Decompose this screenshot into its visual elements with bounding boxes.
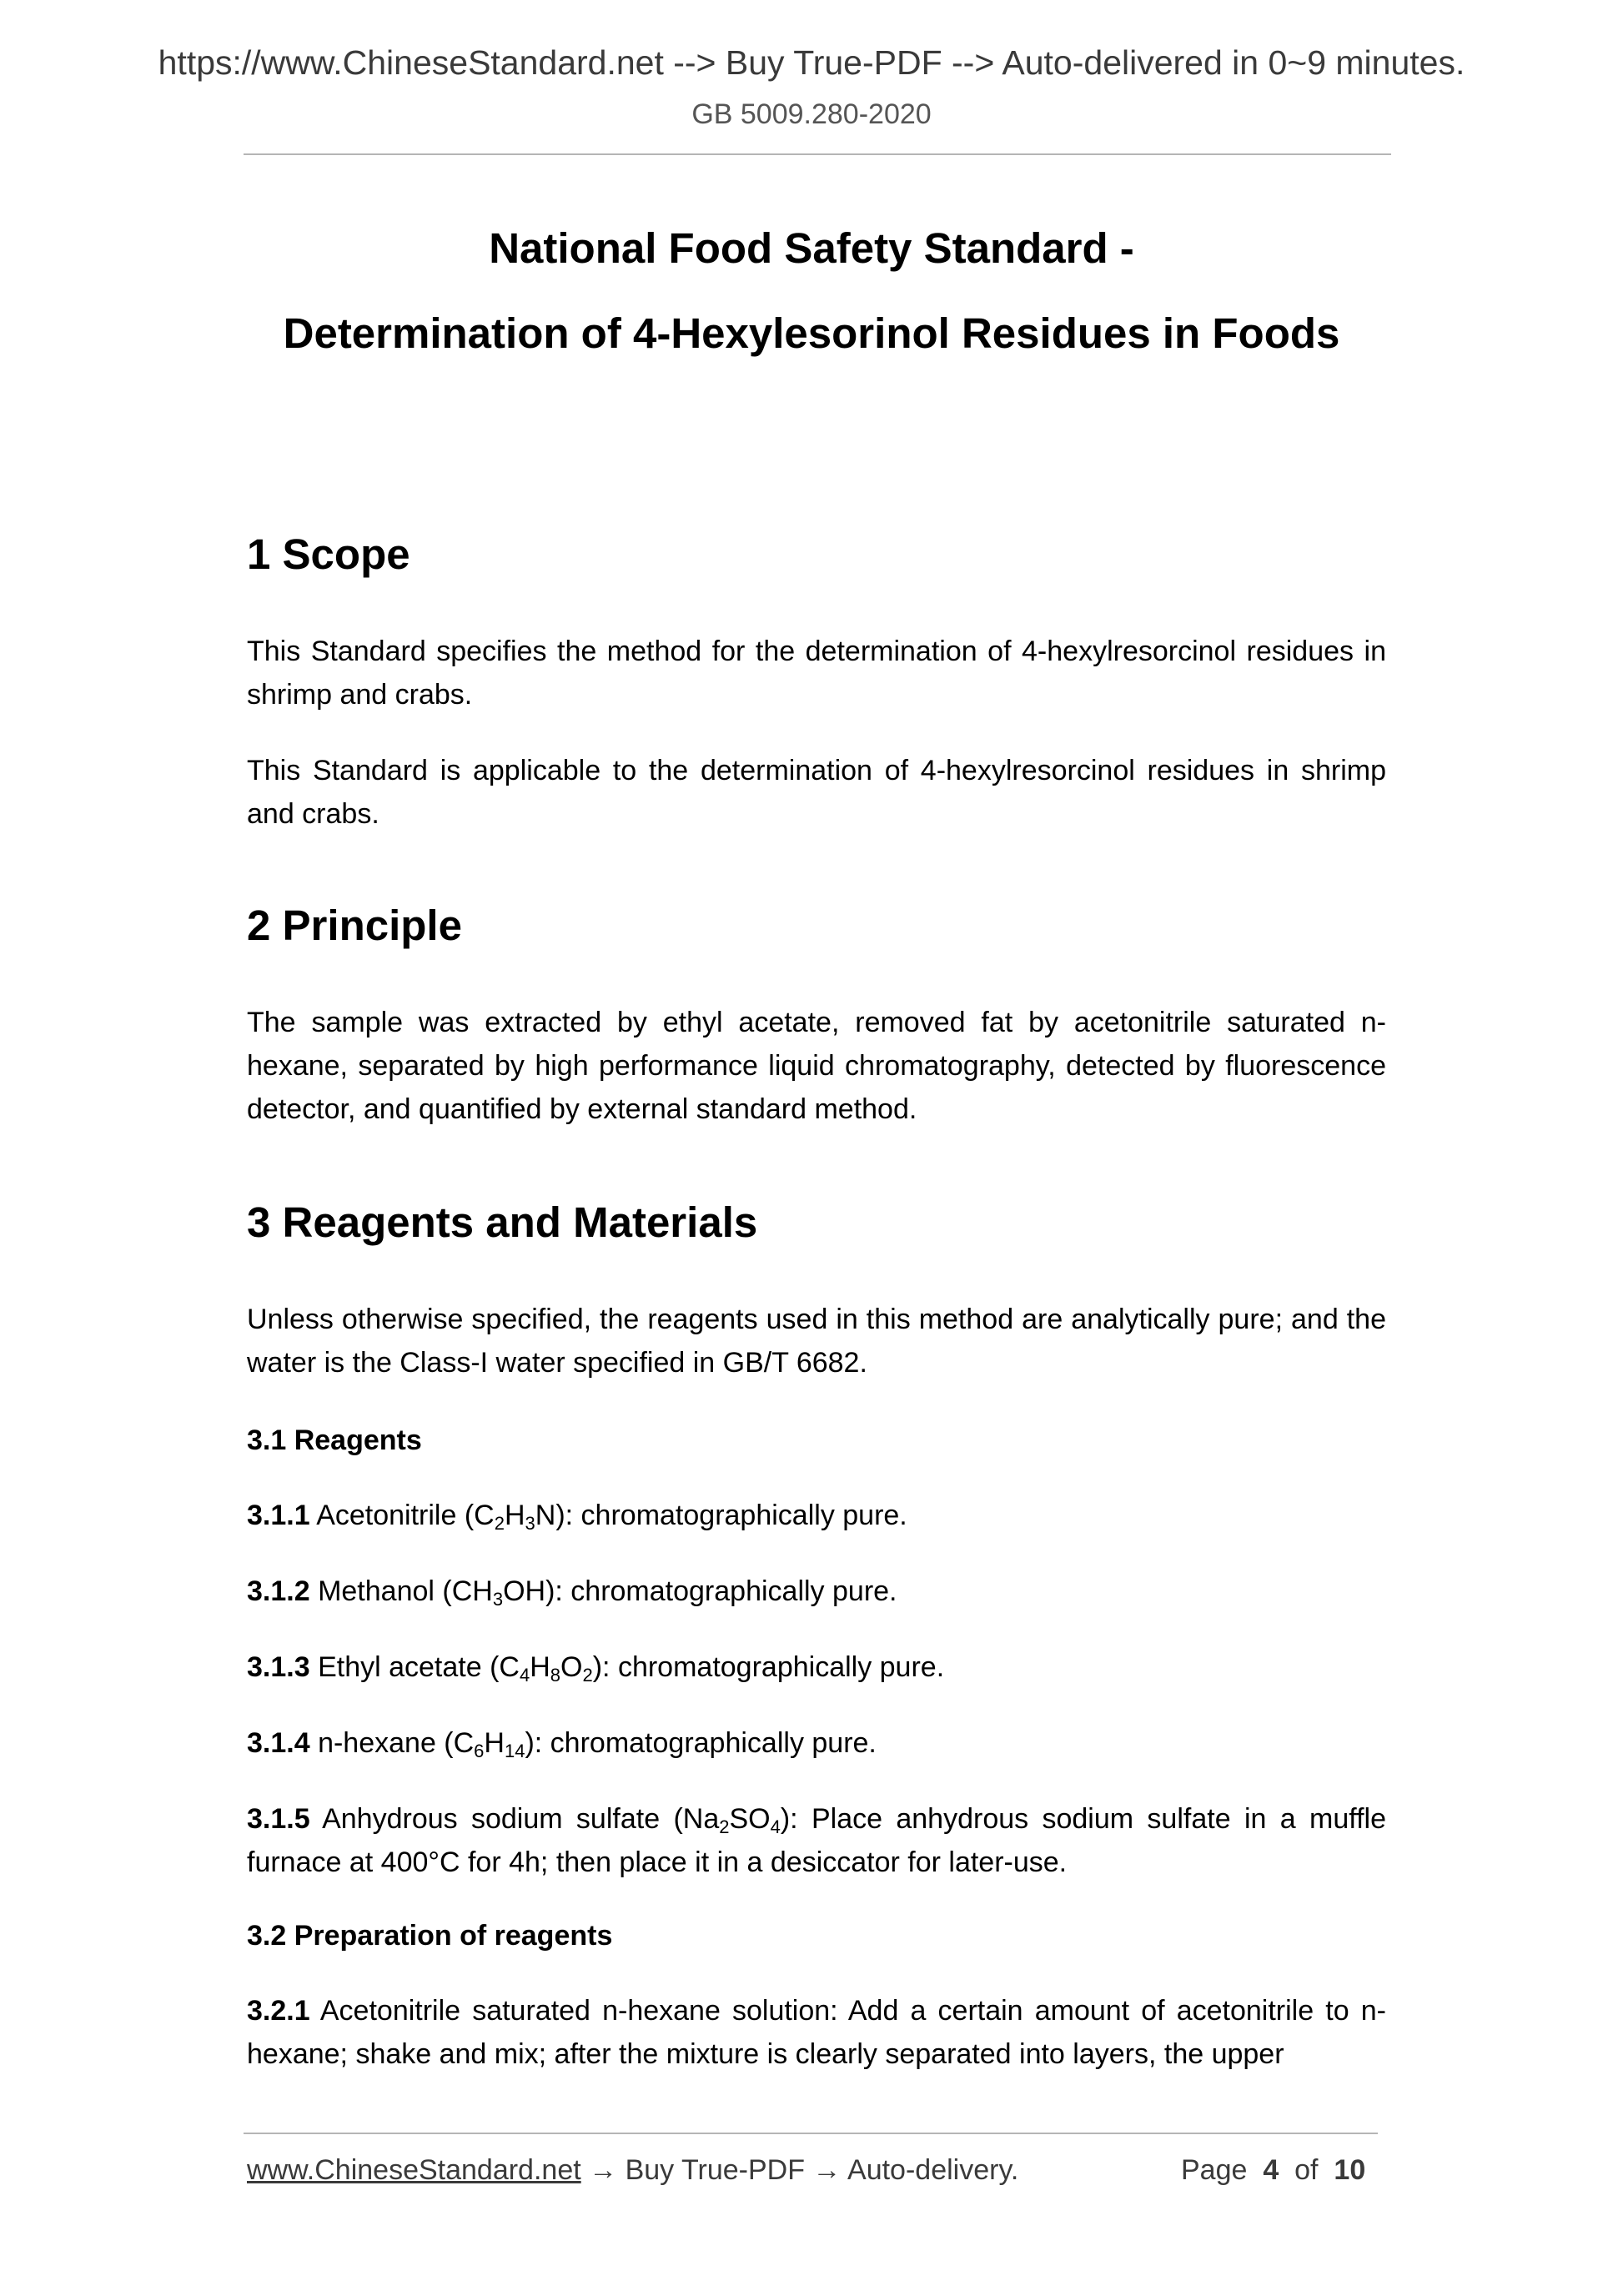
reagent-item [247, 1797, 1386, 1884]
reagent-item-text: Methanol (CH [309, 1575, 493, 1607]
reagent-item-text: ): chromatographically pure. [555, 1500, 907, 1531]
section-heading-reagents: 3 Reagents and Materials [247, 1198, 758, 1246]
page-number: 4 [1263, 2154, 1279, 2186]
formula-subscript: 4 [519, 1665, 530, 1686]
top-banner[interactable]: https://www.ChineseStandard.net --> Buy True-PDF --> Auto-delivered in 0~9 minutes. [158, 43, 1465, 82]
reagent-item-text: H [530, 1651, 550, 1683]
standard-code: GB 5009.280-2020 [691, 98, 932, 130]
reagent-item-text: N [535, 1500, 556, 1531]
formula-subscript: 2 [719, 1816, 730, 1837]
reagent-item-number: 3.1.5 [247, 1803, 310, 1835]
reagent-item-number: 3.1.1 [247, 1500, 310, 1531]
reagent-item-number: 3.1.3 [247, 1651, 310, 1683]
reagent-item-text: ): chromatographically pure. [545, 1575, 897, 1607]
principle-paragraph: The sample was extracted by ethyl acetate, removed fat by acetonitrile saturated n-hexane, separated by high performance liquid chromatography, detected by fluorescence detector, and quantified by external standard method. [247, 1007, 1386, 1125]
preparation-item-number: 3.2.1 [247, 1995, 310, 2027]
reagent-item-text: H [484, 1727, 505, 1759]
footer-left [247, 2154, 1018, 2187]
page-label: Page [1181, 2154, 1248, 2186]
subsection-heading-preparation: 3.2 Preparation of reagents [247, 1920, 613, 1952]
reagent-item-text: Anhydrous sodium sulfate (Na [309, 1803, 720, 1835]
reagent-item-number: 3.1.2 [247, 1575, 310, 1607]
formula-subscript: 2 [494, 1513, 505, 1534]
reagent-item-text: ): Place anhydrous sodium sulfate in a muffle furnace at 400°C for 4h; then place it in a desiccator for later-use. [247, 1803, 1386, 1878]
reagent-item-text: ): chromatographically pure. [525, 1727, 877, 1759]
reagent-item [247, 1645, 1386, 1689]
formula-subscript: 14 [504, 1741, 525, 1761]
footer-delivery-text: Auto-delivery. [847, 2154, 1019, 2186]
reagent-item [247, 1494, 1386, 1537]
formula-subscript: 2 [582, 1665, 593, 1686]
formula-subscript: 4 [770, 1816, 781, 1837]
reagent-item [247, 1721, 1386, 1765]
subsection-heading-reagents: 3.1 Reagents [247, 1424, 422, 1456]
reagent-item [247, 1570, 1386, 1613]
reagent-item-text: n-hexane (C [309, 1727, 475, 1759]
reagent-item-text: Ethyl acetate (C [309, 1651, 520, 1683]
scope-paragraph-1: This Standard specifies the method for the determination of 4-hexylresorcinol residues in shrimp and crabs. [247, 636, 1386, 711]
reagent-item-text: H [504, 1500, 525, 1531]
reagent-item-text: ): chromatographically pure. [592, 1651, 945, 1683]
footer-website-link[interactable]: www.ChineseStandard.net [247, 2154, 581, 2186]
reagent-item-number: 3.1.4 [247, 1727, 310, 1759]
formula-subscript: 8 [550, 1665, 561, 1686]
reagent-item-text: Acetonitrile (C [309, 1500, 495, 1531]
arrow-right-icon: → [804, 2154, 848, 2186]
section-heading-scope: 1 Scope [247, 530, 410, 578]
reagent-item-text: SO [729, 1803, 771, 1835]
preparation-item-text: Acetonitrile saturated n-hexane solution: Add a certain amount of acetonitrile to n-hexane; shake and mix; after the mixture is clearly separated into layers, the upper [247, 1995, 1386, 2070]
page-total: 10 [1334, 2154, 1366, 2186]
page-of-label: of [1294, 2154, 1319, 2186]
formula-subscript: 6 [474, 1741, 485, 1761]
preparation-item [247, 1989, 1386, 2076]
document-title-line1: National Food Safety Standard - [489, 224, 1134, 272]
footer-divider [244, 2133, 1378, 2134]
formula-subscript: 3 [525, 1513, 535, 1534]
section-heading-principle: 2 Principle [247, 902, 462, 949]
scope-paragraph-2: This Standard is applicable to the determination of 4-hexylresorcinol residues in shrimp and crabs. [247, 755, 1386, 830]
reagents-intro-paragraph: Unless otherwise specified, the reagents used in this method are analytically pure; and the water is the Class-I water specified in GB/T 6682. [247, 1304, 1386, 1379]
header-divider [244, 153, 1391, 155]
formula-subscript: 3 [492, 1589, 504, 1610]
page-indicator [1181, 2154, 1365, 2187]
arrow-right-icon: → [580, 2154, 626, 2186]
document-title-line2: Determination of 4-Hexylesorinol Residues in Foods [283, 309, 1340, 357]
reagent-item-text: OH [503, 1575, 546, 1607]
footer-buy-text: Buy True-PDF [625, 2154, 805, 2186]
reagent-item-text: O [560, 1651, 583, 1683]
